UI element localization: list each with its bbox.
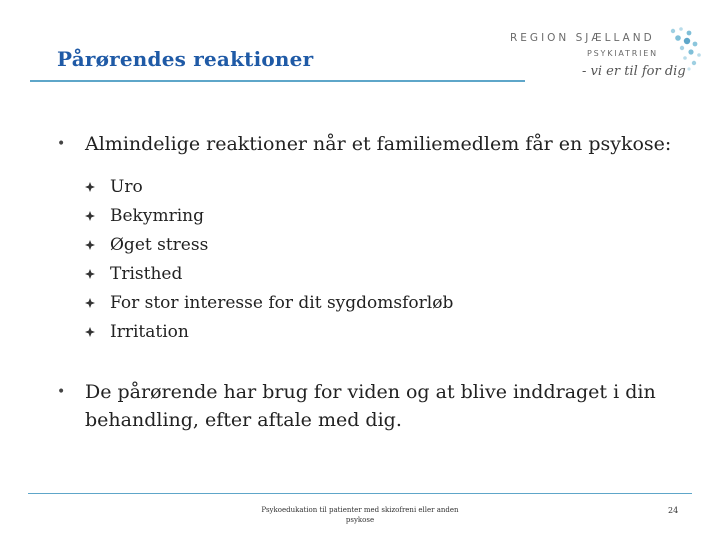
logo-psykiatrien-text: PSYKIATRIEN: [587, 49, 658, 58]
bullet-dot-icon: •: [57, 136, 66, 152]
bullet-dot-icon: •: [57, 384, 66, 400]
list-item: [85, 318, 453, 347]
list-item: [85, 289, 453, 318]
footer-divider: [28, 493, 692, 494]
list-item-text: Uro: [110, 177, 143, 197]
title-divider: [30, 80, 525, 82]
logo-tagline: - vi er til for dig: [582, 64, 686, 79]
list-item-text: For stor interesse for dit sygdomsforløb: [110, 293, 454, 313]
logo-region-text: REGION SJÆLLAND: [510, 32, 655, 44]
list-item-text: Irritation: [110, 322, 189, 342]
fleuron-bullet-icon: [85, 182, 95, 192]
list-item: [85, 231, 453, 260]
footer-text: Psykoedukation til patienter med skizofreni eller anden psykose: [261, 506, 459, 524]
reaction-list: [85, 173, 453, 347]
bullet-text: De pårørende har brug for viden og at blive inddraget i din behandling, efter aftale med dig.: [85, 381, 656, 431]
list-item-text: Bekymring: [110, 206, 204, 226]
list-item: [85, 202, 453, 231]
list-item: [85, 173, 453, 202]
fleuron-bullet-icon: [85, 240, 95, 250]
fleuron-bullet-icon: [85, 269, 95, 279]
region-sjaelland-logo: [505, 22, 710, 92]
list-item-text: Tristhed: [110, 264, 183, 284]
fleuron-bullet-icon: [85, 211, 95, 221]
list-item: [85, 260, 453, 289]
slide-title: Pårørendes reaktioner: [57, 47, 314, 71]
page-number: 24: [668, 506, 679, 515]
list-item-text: Øget stress: [110, 235, 209, 255]
fleuron-bullet-icon: [85, 298, 95, 308]
bullet-text: Almindelige reaktioner når et familiemedlem får en psykose:: [85, 133, 672, 155]
logo-dots-icon: [665, 25, 705, 85]
fleuron-bullet-icon: [85, 327, 95, 337]
